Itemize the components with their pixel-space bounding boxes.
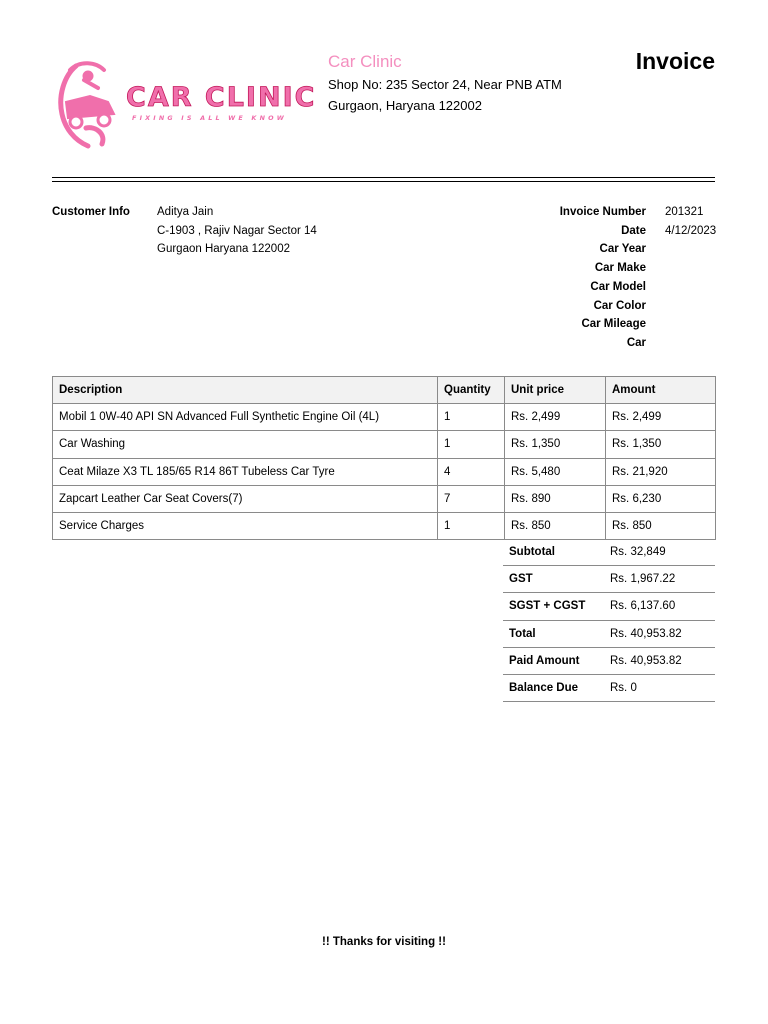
totals-value: Rs. 40,953.82: [610, 627, 682, 640]
column-header-unit-price: Unit price: [505, 377, 606, 404]
meta-value: [646, 297, 716, 316]
item-quantity: 1: [438, 404, 505, 431]
column-header-description: Description: [53, 377, 438, 404]
shop-address-line1: Shop No: 235 Sector 24, Near PNB ATM: [328, 77, 562, 92]
company-logo: [56, 56, 317, 152]
item-quantity: 1: [438, 512, 505, 539]
totals-label: Subtotal: [509, 546, 555, 559]
header-divider-secondary: [52, 181, 715, 182]
meta-label: Car Model: [590, 280, 646, 293]
customer-info-label: Customer Info: [52, 206, 130, 218]
meta-label: Car Make: [594, 262, 646, 275]
item-description: Service Charges: [53, 512, 438, 539]
table-row: [53, 404, 716, 431]
shop-info: [328, 50, 608, 116]
item-description: Mobil 1 0W-40 API SN Advanced Full Synthetic Engine Oil (4L): [53, 404, 438, 431]
meta-row: [506, 297, 716, 316]
item-description: Car Washing: [53, 431, 438, 458]
totals-label: GST: [509, 573, 533, 586]
customer-address-line1: C-1903 , Rajiv Nagar Sector 14: [157, 224, 317, 237]
meta-row: [506, 203, 716, 222]
totals-value: Rs. 1,967.22: [610, 573, 676, 586]
meta-row: [506, 334, 716, 353]
footer-thanks: !! Thanks for visiting !!: [322, 936, 446, 948]
table-row: [53, 458, 716, 485]
shop-name: Car Clinic: [328, 52, 402, 71]
item-unit-price: Rs. 1,350: [505, 431, 606, 458]
meta-label: Car Color: [593, 299, 646, 312]
item-description: Zapcart Leather Car Seat Covers(7): [53, 485, 438, 512]
meta-value: [646, 259, 716, 278]
totals-value: Rs. 32,849: [610, 546, 666, 559]
table-header-row: [53, 377, 716, 404]
meta-value: [646, 240, 716, 259]
item-quantity: 4: [438, 458, 505, 485]
table-row: [53, 431, 716, 458]
totals-value: Rs. 40,953.82: [610, 654, 682, 667]
totals-value: Rs. 6,137.60: [610, 600, 676, 613]
meta-label: Car: [626, 336, 646, 349]
item-amount: Rs. 850: [606, 512, 716, 539]
totals-value: Rs. 0: [610, 682, 637, 695]
meta-label: Invoice Number: [559, 206, 646, 218]
header-divider: [52, 177, 715, 178]
totals-row-total: [503, 621, 715, 648]
meta-row: [506, 222, 716, 241]
totals-label: Total: [509, 627, 536, 640]
logo-tagline: FIXING IS ALL WE KNOW: [132, 114, 288, 122]
meta-value: [646, 278, 716, 297]
item-unit-price: Rs. 850: [505, 512, 606, 539]
totals-row-gst: [503, 566, 715, 593]
item-description: Ceat Milaze X3 TL 185/65 R14 86T Tubeless Car Tyre: [53, 458, 438, 485]
meta-row: [506, 259, 716, 278]
item-amount: Rs. 6,230: [606, 485, 716, 512]
totals-label: Balance Due: [509, 682, 579, 695]
invoice-title: Invoice: [635, 48, 715, 74]
column-header-amount: Amount: [606, 377, 716, 404]
logo-text: CAR CLINIC: [126, 82, 317, 113]
meta-value: 4/12/2023: [665, 224, 717, 237]
item-unit-price: Rs. 2,499: [505, 404, 606, 431]
meta-value: [646, 334, 716, 353]
line-items-table: [52, 376, 716, 540]
meta-value: 201321: [665, 206, 704, 218]
item-unit-price: Rs. 890: [505, 485, 606, 512]
table-row: [53, 512, 716, 539]
totals-row-sgst-cgst: [503, 593, 715, 620]
item-amount: Rs. 2,499: [606, 404, 716, 431]
customer-name: Aditya Jain: [157, 206, 214, 218]
totals-label: SGST + CGST: [509, 600, 586, 613]
meta-label: Car Mileage: [581, 318, 646, 331]
shop-address-line2: Gurgaon, Haryana 122002: [328, 98, 482, 113]
totals-label: Paid Amount: [509, 654, 580, 667]
meta-row: [506, 278, 716, 297]
invoice-meta: [506, 203, 716, 353]
item-amount: Rs. 1,350: [606, 431, 716, 458]
totals-row-paid-amount: [503, 648, 715, 675]
meta-label: Car Year: [599, 243, 646, 256]
item-quantity: 1: [438, 431, 505, 458]
meta-label: Date: [621, 224, 646, 237]
totals-row-subtotal: [503, 539, 715, 566]
car-mechanic-icon: [61, 63, 114, 146]
meta-value: [646, 315, 716, 334]
item-amount: Rs. 21,920: [606, 458, 716, 485]
meta-row: [506, 315, 716, 334]
column-header-quantity: Quantity: [438, 377, 505, 404]
meta-row: [506, 240, 716, 259]
customer-address-line2: Gurgaon Haryana 122002: [157, 243, 290, 256]
totals-row-balance-due: [503, 675, 715, 702]
table-row: [53, 485, 716, 512]
totals-section: [503, 539, 715, 702]
item-unit-price: Rs. 5,480: [505, 458, 606, 485]
item-quantity: 7: [438, 485, 505, 512]
customer-info: [157, 203, 317, 259]
